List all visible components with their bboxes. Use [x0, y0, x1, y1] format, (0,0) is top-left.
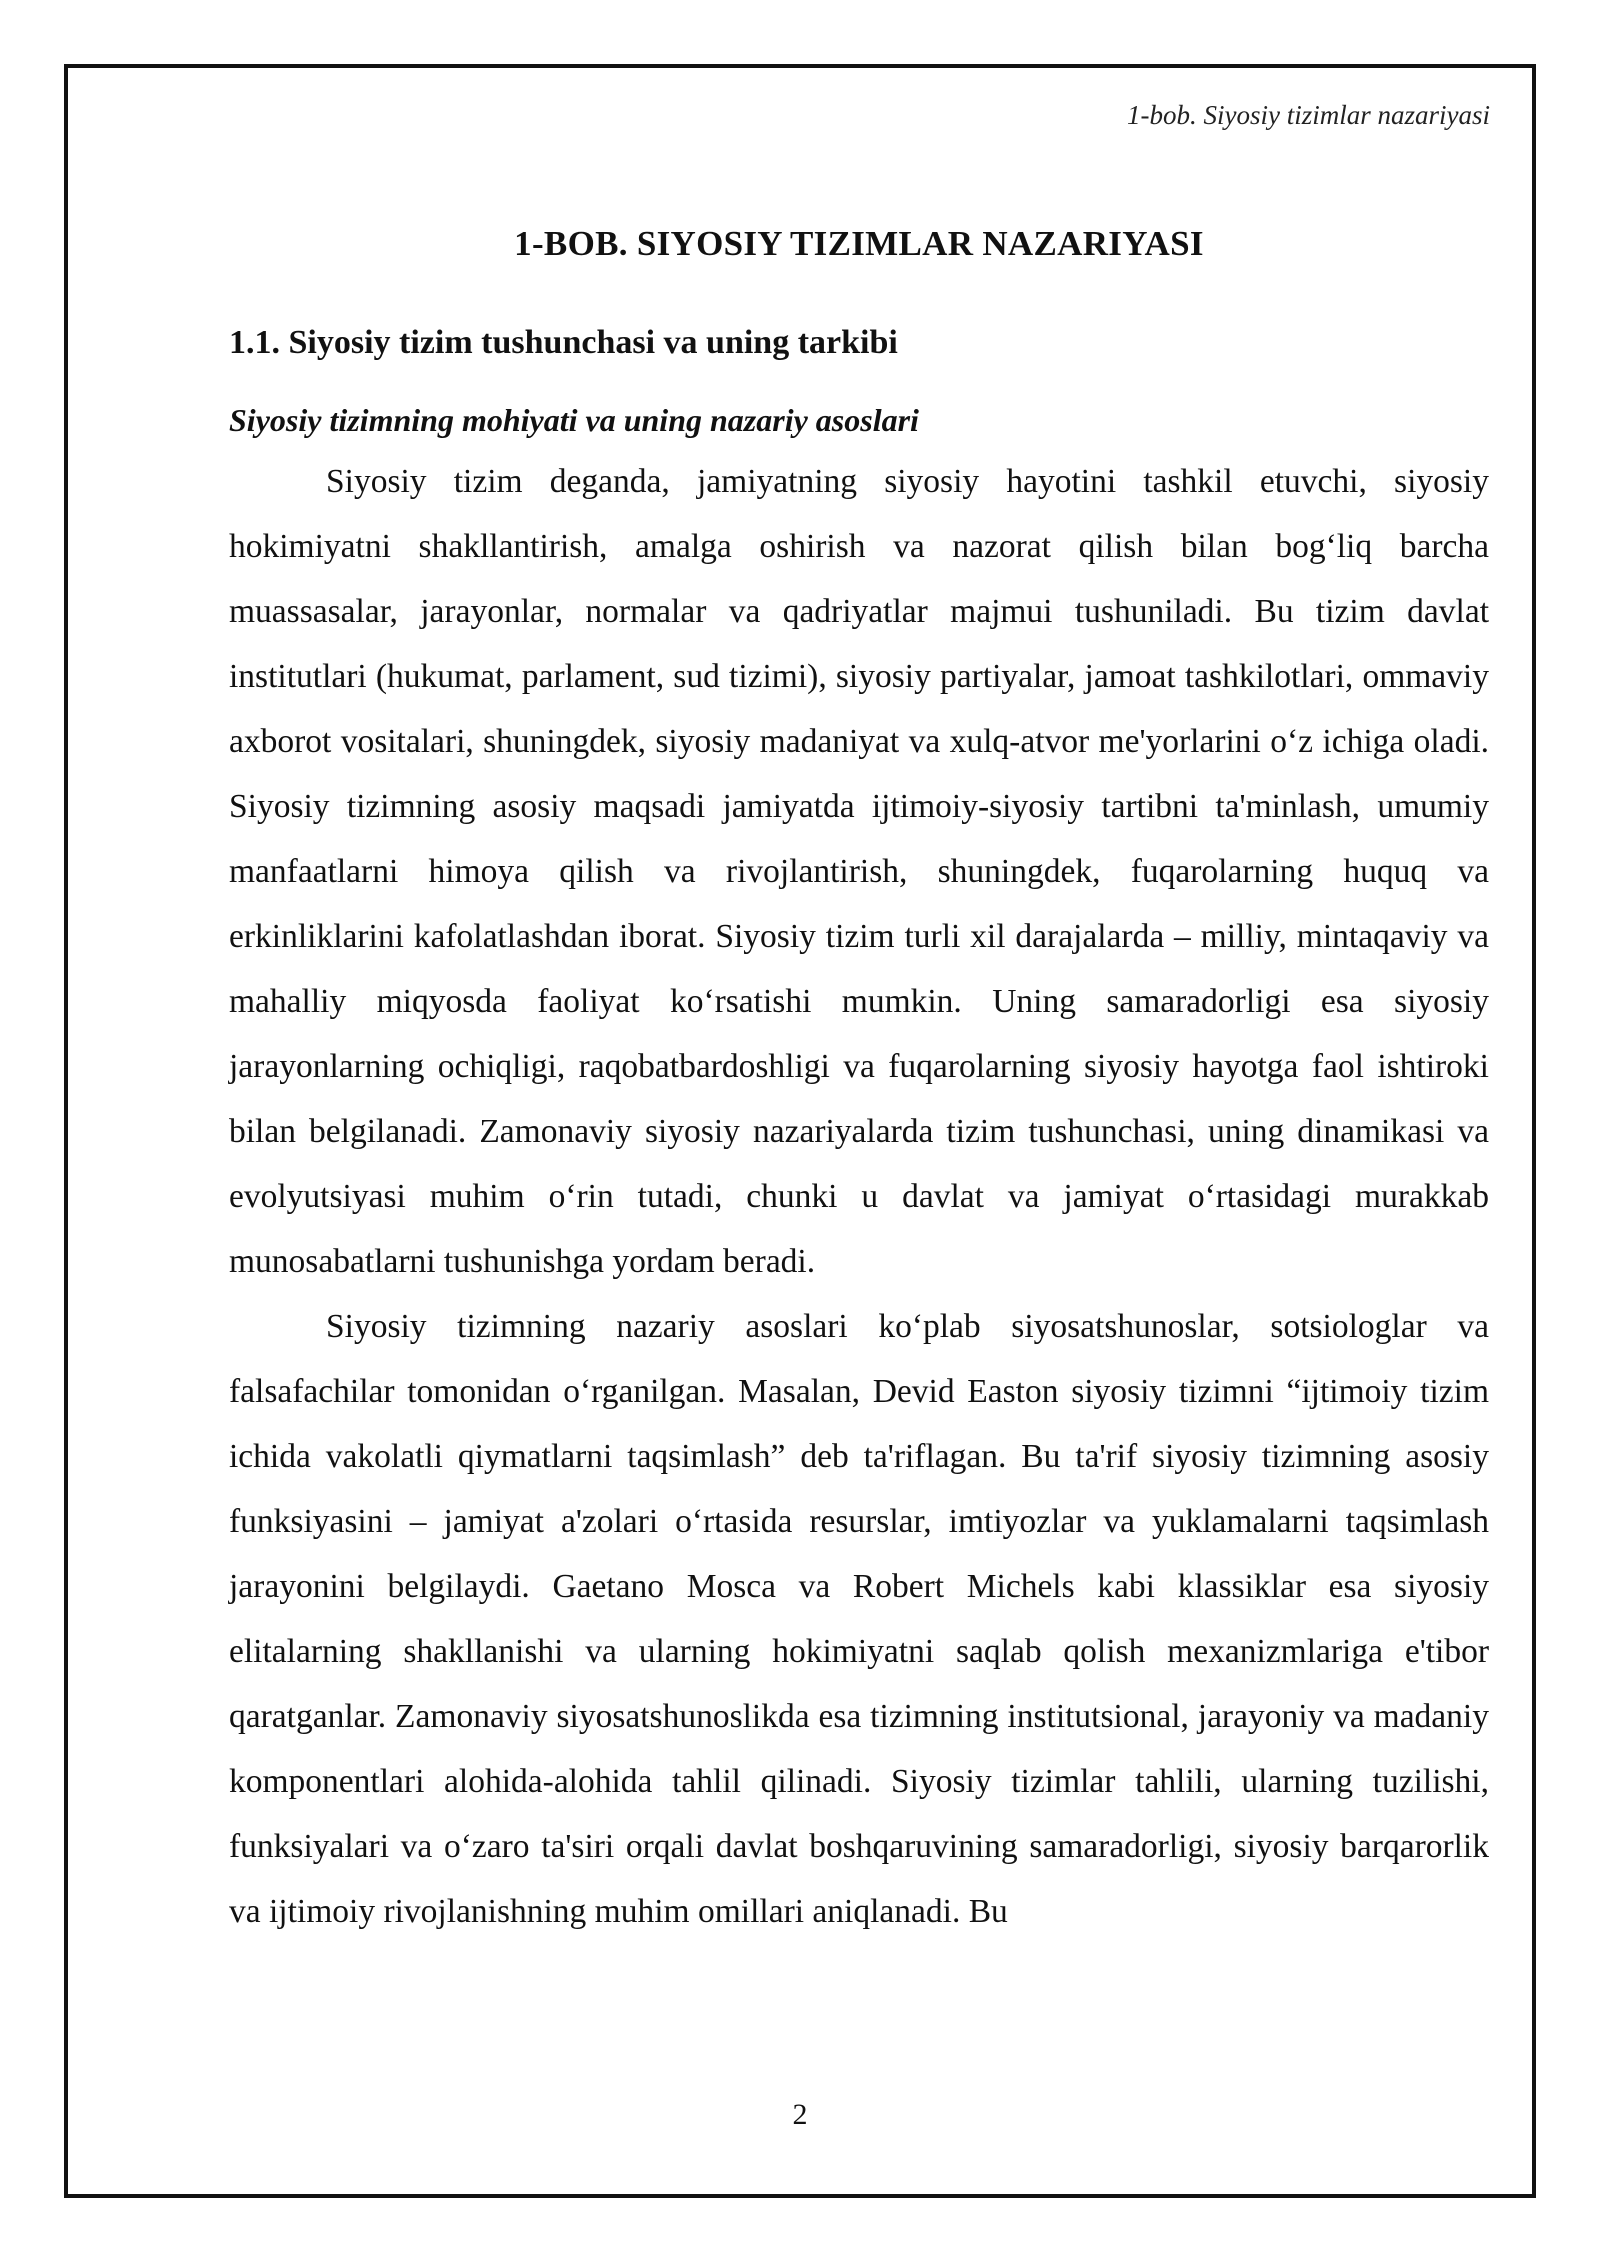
- page-number: 2: [792, 2098, 808, 2131]
- page-content: [229, 210, 1489, 1944]
- chapter-title: 1-BOB. SIYOSIY TIZIMLAR NAZARIYASI: [514, 224, 1204, 263]
- subsection-title: Siyosiy tizimning mohiyati va uning nazariy asoslari: [229, 402, 919, 438]
- running-header: 1-bob. Siyosiy tizimlar nazariyasi: [1127, 100, 1490, 130]
- body-paragraph: Siyosiy tizimning nazariy asoslari ko‘plab siyosatshunoslar, sotsiologlar va falsafachilar tomonidan o‘rganilgan. Masalan, Devid Easton siyosiy tizimni “ijtimoiy tizim ichida vakolatli qiymatlarni taqsimlash” deb ta'riflagan. Bu ta'rif siyosiy tizimning asosiy funksiyasini – jamiyat a'zolari o‘rtasida resurslar, imtiyozlar va yuklamalarni taqsimlash jarayonini belgilaydi. Gaetano Mosca va Robert Michels kabi klassiklar esa siyosiy elitalarning shakllanishi va ularning hokimiyatni saqlab qolish mexanizmlariga e'tibor qaratganlar. Zamonaviy siyosatshunoslikda esa tizimning institutsional, jarayoniy va madaniy komponentlari alohida-alohida tahlil qilinadi. Siyosiy tizimlar tahlili, ularning tuzilishi, funksiyalari va o‘zaro ta'siri orqali davlat boshqaruvining samaradorligi, siyosiy barqarorlik va ijtimoiy rivojlanishning muhim omillari aniqlanadi. Bu: [229, 1308, 1489, 1930]
- section-title: 1.1. Siyosiy tizim tushunchasi va uning tarkibi: [229, 324, 898, 361]
- body-paragraph: Siyosiy tizim deganda, jamiyatning siyosiy hayotini tashkil etuvchi, siyosiy hokimiyatni shakllantirish, amalga oshirish va nazorat qilish bilan bog‘liq barcha muassasalar, jarayonlar, normalar va qadriyatlar majmui tushuniladi. Bu tizim davlat institutlari (hukumat, parlament, sud tizimi), siyosiy partiyalar, jamoat tashkilotlari, ommaviy axborot vositalari, shuningdek, siyosiy madaniyat va xulq-atvor me'yorlarini o‘z ichiga oladi. Siyosiy tizimning asosiy maqsadi jamiyatda ijtimoiy-siyosiy tartibni ta'minlash, umumiy manfaatlarni himoya qilish va rivojlantirish, shuningdek, fuqarolarning huquq va erkinliklarini kafolatlashdan iborat. Siyosiy tizim turli xil darajalarda – milliy, mintaqaviy va mahalliy miqyosda faoliyat ko‘rsatishi mumkin. Uning samaradorligi esa siyosiy jarayonlarning ochiqligi, raqobatbardoshligi va fuqarolarning siyosiy hayotga faol ishtiroki bilan belgilanadi. Zamonaviy siyosiy nazariyalarda tizim tushunchasi, uning dinamikasi va evolyutsiyasi muhim o‘rin tutadi, chunki u davlat va jamiyat o‘rtasidagi murakkab munosabatlarni tushunishga yordam beradi.: [229, 463, 1489, 1280]
